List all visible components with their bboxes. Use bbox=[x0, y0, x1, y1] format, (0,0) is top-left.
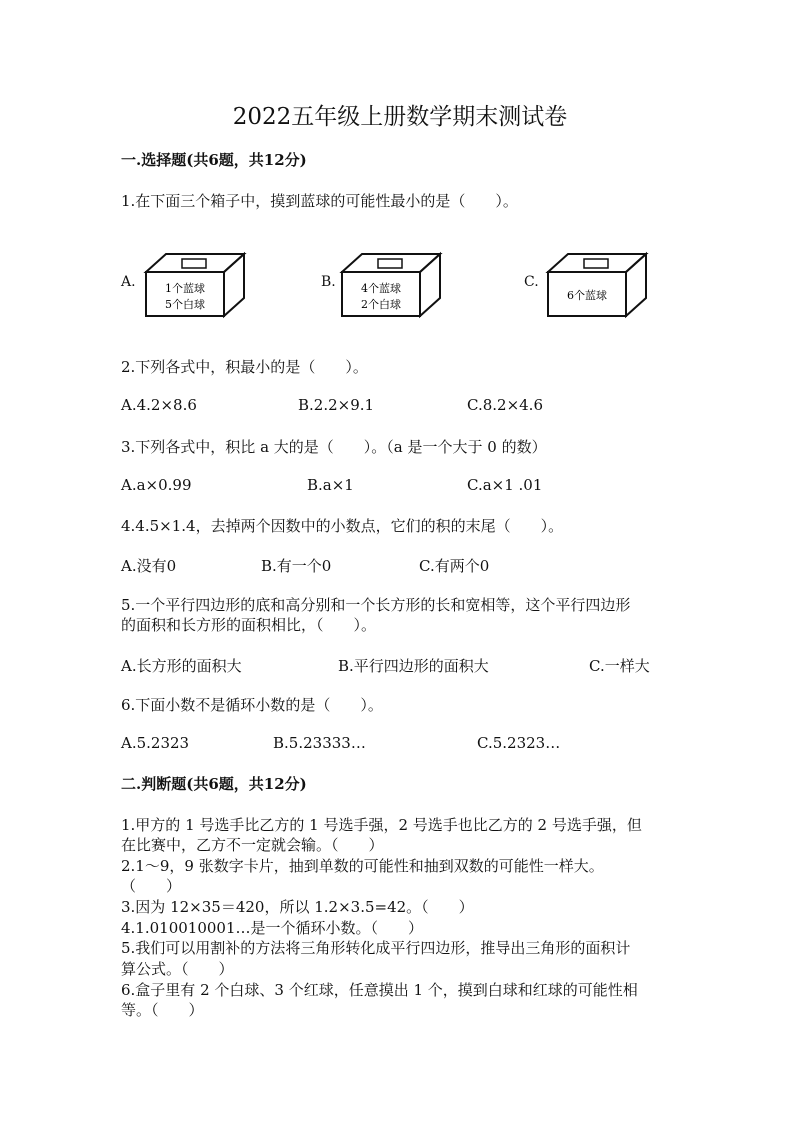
q2-option-c: C.8.2×4.6 bbox=[467, 396, 543, 414]
box-c-line1: 6个蓝球 bbox=[567, 289, 607, 302]
q4-option-a: A.没有0 bbox=[121, 557, 177, 575]
box-a-line1: 1个蓝球 bbox=[165, 282, 205, 295]
q4-option-b: B.有一个0 bbox=[261, 557, 332, 575]
section-heading-judgment: 二.判断题(共6题，共12分) bbox=[121, 775, 307, 793]
question-5-line2: 的面积和长方形的面积相比，（ ）。 bbox=[121, 616, 377, 634]
question-1: 1.在下面三个箱子中，摸到蓝球的可能性最小的是（ ）。 bbox=[121, 192, 518, 210]
q2-option-a: A.4.2×8.6 bbox=[121, 396, 197, 414]
question-5-line1: 5.一个平行四边形的底和高分别和一个长方形的长和宽相等，这个平行四边形 bbox=[121, 596, 631, 614]
box-a-label: A. bbox=[121, 274, 136, 290]
box-illustrations bbox=[0, 244, 800, 324]
q4-option-c: C.有两个0 bbox=[419, 557, 490, 575]
box-b-line1: 4个蓝球 bbox=[361, 282, 401, 295]
q3-option-a: A.a×0.99 bbox=[121, 476, 192, 494]
section-heading-choice: 一.选择题(共6题，共12分) bbox=[121, 151, 307, 169]
question-6: 6.下面小数不是循环小数的是（ ）。 bbox=[121, 696, 383, 714]
q5-option-a: A.长方形的面积大 bbox=[121, 657, 242, 675]
q6-option-b: B.5.23333… bbox=[273, 734, 366, 752]
box-b-line2: 2个白球 bbox=[361, 298, 401, 311]
q2-option-b: B.2.2×9.1 bbox=[298, 396, 375, 414]
question-3: 3.下列各式中，积比 a 大的是（ ）。（a 是一个大于 0 的数） bbox=[121, 438, 547, 456]
judgment-line: 6.盒子里有 2 个白球、3 个红球，任意摸出 1 个，摸到白球和红球的可能性相 bbox=[121, 981, 638, 999]
judgment-line: 1.甲方的 1 号选手比乙方的 1 号选手强，2 号选手也比乙方的 2 号选手强，但 bbox=[121, 816, 642, 834]
judgment-line: 等。（ ） bbox=[121, 1001, 204, 1019]
judgment-line: 3.因为 12×35＝420，所以 1.2×3.5=42。（ ） bbox=[121, 898, 474, 916]
q5-option-c: C.一样大 bbox=[589, 657, 650, 675]
box-c-label: C. bbox=[524, 274, 539, 290]
q6-option-a: A.5.2323 bbox=[121, 734, 190, 752]
box-b-label: B. bbox=[321, 274, 336, 290]
q3-option-b: B.a×1 bbox=[307, 476, 354, 494]
judgment-line: 5.我们可以用割补的方法将三角形转化成平行四边形，推导出三角形的面积计 bbox=[121, 939, 631, 957]
q6-option-c: C.5.2323… bbox=[477, 734, 561, 752]
question-4: 4.4.5×1.4，去掉两个因数中的小数点，它们的积的末尾（ ）。 bbox=[121, 517, 564, 535]
judgment-line: 4.1.010010001…是一个循环小数。（ ） bbox=[121, 919, 424, 937]
box-a-icon bbox=[140, 250, 250, 320]
q5-option-b: B.平行四边形的面积大 bbox=[338, 657, 489, 675]
question-2: 2.下列各式中，积最小的是（ ）。 bbox=[121, 358, 368, 376]
box-b-icon bbox=[336, 250, 446, 320]
page-title: 2022五年级上册数学期末测试卷 bbox=[232, 104, 568, 130]
box-a-line2: 5个白球 bbox=[165, 298, 205, 311]
box-c-icon bbox=[542, 250, 652, 320]
q3-option-c: C.a×1 .01 bbox=[467, 476, 543, 494]
judgment-line: 算公式。（ ） bbox=[121, 960, 234, 978]
judgment-line: （ ） bbox=[121, 877, 182, 895]
judgment-line: 2.1～9，9 张数字卡片，抽到单数的可能性和抽到双数的可能性一样大。 bbox=[121, 857, 604, 875]
judgment-line: 在比赛中，乙方不一定就会输。（ ） bbox=[121, 836, 384, 854]
